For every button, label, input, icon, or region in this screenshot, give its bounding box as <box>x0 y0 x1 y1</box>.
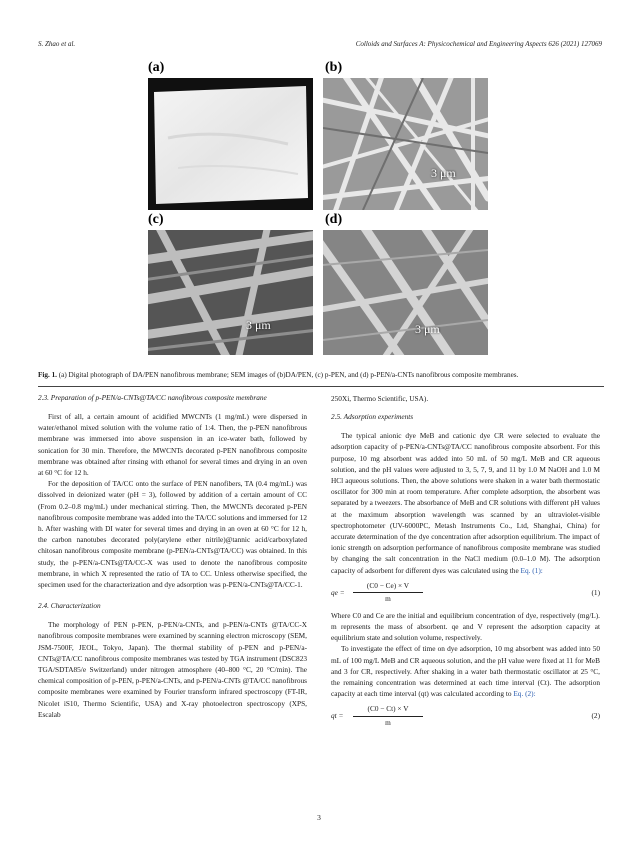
section-2-3-title: 2.3. Preparation of p-PEN/a-CNTs@TA/CC nanofibrous composite membrane <box>38 393 267 402</box>
page-number: 3 <box>317 813 321 822</box>
section-2-4-title: 2.4. Characterization <box>38 601 101 611</box>
scale-bar-label-c: 3 μm <box>246 318 271 332</box>
left-column <box>38 393 307 720</box>
section-2-5-title: 2.5. Adsorption experiments <box>331 412 414 422</box>
equation-2-denominator: m <box>385 717 391 727</box>
panel-label-c: (c) <box>148 212 164 227</box>
scale-bar-label-d: 3 μm <box>415 322 440 336</box>
equation-2-lhs: qt = <box>331 711 344 721</box>
section-2-5-paragraph-3-text: To investigate the effect of time on dye adsorption, 10 mg absorbent was added into 50 mL of 100 mg/L MeB and CR aqueous solution, and the pH value were fixed at 11 for MeB and 3 for CR, respectively. After shaking in a water bath thermostatic oscillator at 25 °C, the remaining concentration was determined at each time interval (Ct). The adsorption capacity at each time interval (qt) was calculated according to <box>331 644 600 699</box>
membrane-photo <box>148 78 313 210</box>
panel-label-d: (d) <box>325 212 343 227</box>
equation-2-numerator: (C0 − Ct) × V <box>353 703 423 716</box>
equation-2-number: (2) <box>591 711 600 721</box>
right-column <box>331 393 600 733</box>
scale-bar-label-b: 3 μm <box>431 166 456 180</box>
section-2-4-paragraph-1: The morphology of PEN p-PEN, p-PEN/a-CNTs, and p-PEN/a-CNTs @TA/CC-X nanofibrous composite membranes were examined by scanning electron microscopy (SEM, JSM-7500F, JEOL, Tokyo, Japan). The thermal stability of p-PEN and p-PEN/a-CNTs@TA/CC nanofibrous composite membranes was tested by TGA instrument (DSC823 TGA/SDTA85/e Switzerland) under nitrogen atmosphere (40–800 °C, 20 °C/min). The chemical composition of p-PEN, p-PEN/a-CNTs, and p-PEN/a-CNTs @TA/CC nanofibrous composite membranes were examined by Fourier transform infrared spectroscopy (FT-IR, Nicolet iS10, Thermo Scientific, USA) and X-ray photoelectron spectroscopy (XPS, Escalab <box>38 620 307 719</box>
caption-divider <box>38 386 604 387</box>
sem-image-b <box>323 78 488 210</box>
section-2-3-paragraph-2: For the deposition of TA/CC onto the surface of PEN nanofibers, TA (0.4 mg/mL) was dissolved in deionized water (pH = 3), followed by addition of a certain amount of CC (From 0.2–0.8 mg/mL) under mechanical stirring. Then, the MWCNTs decorated p-PEN nanofibrous composite membrane was added into the TA/CC solutions and immersed for 12 h. After washing with DI water for several times and drying in an oven at 60 °C for 12 h, the carbon nanotubes decorated poly(arylene ether nitrile)@tannic acid/carboxylated chitosan nanofibrous composite membrane (p-PEN/a-CNTs@TA/CC) was obtained. In this study, the p-PEN/a-CNTs@TA/CC-X was used to denote the nanofibrous composite membrane, in which X represented the ratio of TA to CC. Unless otherwise specified, the specimen used for the characterization and dye adsorption was p-PEN/a-CNTs@TA/CC-1. <box>38 479 307 590</box>
figure-panel-d <box>323 230 488 355</box>
panel-label-b: (b) <box>325 60 343 75</box>
running-header-journal: Colloids and Surfaces A: Physicochemical and Engineering Aspects 626 (2021) 127069 <box>355 40 602 48</box>
figure-caption-text: (a) Digital photograph of DA/PEN nanofibrous membrane; SEM images of (b)DA/PEN, (c) p-PEN, and (d) p-PEN/a-CNTs nanofibrous composite membranes. <box>56 371 519 379</box>
running-header-authors: S. Zhao et al. <box>38 40 76 48</box>
equation-1-link[interactable]: Eq. (1): <box>520 565 543 575</box>
equation-1-denominator: m <box>385 594 391 604</box>
equation-1-number: (1) <box>591 587 600 597</box>
panel-label-a: (a) <box>148 60 165 75</box>
equation-1-fraction <box>353 580 423 604</box>
section-2-5-paragraph-3 <box>331 643 600 699</box>
section-2-5-paragraph-1 <box>331 430 600 576</box>
equation-1-numerator: (C0 − Ce) × V <box>353 580 423 593</box>
equation-2 <box>331 703 600 727</box>
figure-caption-label: Fig. 1. <box>38 371 57 379</box>
equation-2-fraction <box>353 703 423 727</box>
figure-panel-a <box>148 78 313 210</box>
continued-text: 250Xi, Thermo Scientific, USA). <box>331 394 429 403</box>
figure-caption <box>38 370 604 380</box>
equation-1-lhs: qe = <box>331 587 345 597</box>
figure-panel-c <box>148 230 313 355</box>
sem-image-d <box>323 230 488 355</box>
equation-1 <box>331 580 600 604</box>
sem-image-c <box>148 230 313 355</box>
section-2-5-paragraph-2: Where C0 and Ce are the initial and equilibrium concentration of dye, respectively (mg/L). m represents the mass of absorbent. qe and V represent the adsorption capacity at equilibrium state and solution volume, respectively. <box>331 610 600 643</box>
figure-panel-b <box>323 78 488 210</box>
section-2-5-paragraph-1-text: The typical anionic dye MeB and cationic dye CR were selected to evaluate the adsorption capacity of p-PEN/a-CNTs@TA/CC nanofibrous composite absorbent. For this purpose, 10 mg absorbent was added into 50 mL of 50 mg/L MeB and CR aqueous solution, and the pH values were adjusted to 3, 5, 7, 9, and 11 by 1.0 M NaOH and 1.0 M HCl aqueous solutions. Then, the above solutions were shaken in a water bath thermostatic oscillator for 300 min at room temperature. After complete adsorption, the absorbent was separated by a tweezers. The absorbance of MeB and CR solutions with different pH values at the maximum absorption wavelength was scanned by an ultraviolet-visible spectrophotometer (UV-6000PC, Metash Instruments Co., Ltd, Shanghai, China) for accurate determination of the dye concentration after adsorption equilibrium. The impact of ionic strength on adsorption performance of nanofibrous composite membrane was studied by changing the salt concentration in the NaCl medium (0.0–1.0 M). The adsorption capacity of adsorbent for different dyes was calculated using the <box>331 431 600 575</box>
section-2-3-paragraph-1: First of all, a certain amount of acidified MWCNTs (1 mg/mL) were dispersed in water/ethanol mixed solution with the volume ratio of 1:4. Then, the p-PEN nanofibrous membrane was immersed into above suspension in an ice-water bath, followed by sonication for 30 min. Therefore, the MWCNTs decorated p-PEN nanofibrous composite membrane was obtained after rinsing with ethanol for several times and drying in an oven at 60 °C for 12 h. <box>38 412 307 478</box>
equation-2-link[interactable]: Eq. (2): <box>513 689 536 699</box>
